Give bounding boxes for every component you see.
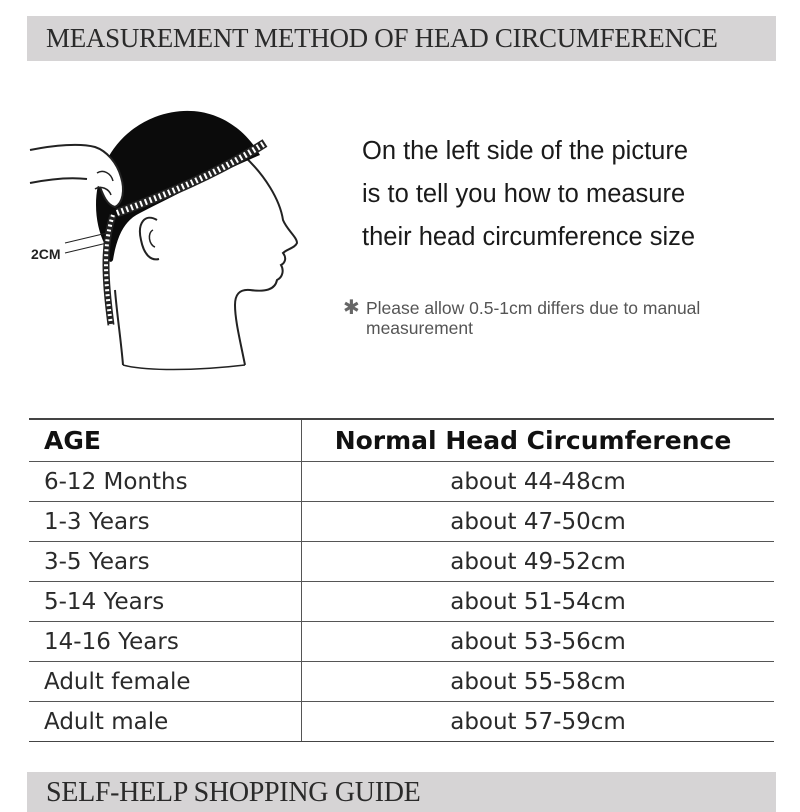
table-header-row: [29, 419, 774, 462]
age-cell: 6-12 Months: [29, 462, 302, 502]
table-row: [29, 462, 774, 502]
circumference-cell: about 55-58cm: [302, 662, 775, 702]
table-row: [29, 582, 774, 622]
table-row: [29, 502, 774, 542]
age-cell: 1-3 Years: [29, 502, 302, 542]
age-cell: Adult female: [29, 662, 302, 702]
circumference-cell: about 51-54cm: [302, 582, 775, 622]
intro-line: is to tell you how to measure: [362, 180, 686, 208]
page-title: MEASUREMENT METHOD OF HEAD CIRCUMFERENCE: [46, 23, 718, 53]
head-measurement-illustration: [25, 95, 310, 380]
head-circumference-table: [29, 418, 774, 742]
circumference-cell: about 49-52cm: [302, 542, 775, 582]
circumference-cell: about 44-48cm: [302, 462, 775, 502]
age-cell: Adult male: [29, 702, 302, 742]
age-column-header: AGE: [29, 419, 302, 462]
table-row: [29, 542, 774, 582]
header-banner: [27, 16, 776, 61]
table-row: [29, 702, 774, 742]
intro-text: [362, 130, 782, 259]
intro-line: On the left side of the picture: [362, 137, 689, 165]
table-row: [29, 622, 774, 662]
circumference-cell: about 53-56cm: [302, 622, 775, 662]
table-row: [29, 662, 774, 702]
asterisk-icon: ✱: [343, 297, 360, 319]
two-cm-label: 2CM: [31, 246, 61, 262]
circumference-column-header: Normal Head Circumference: [302, 419, 775, 462]
measurement-note: [343, 298, 783, 338]
age-cell: 5-14 Years: [29, 582, 302, 622]
age-cell: 3-5 Years: [29, 542, 302, 582]
intro-line: their head circumference size: [362, 223, 696, 251]
note-text: Please allow 0.5-1cm differs due to manual measurement: [366, 298, 701, 338]
age-cell: 14-16 Years: [29, 622, 302, 662]
footer-banner: [27, 772, 776, 812]
circumference-cell: about 47-50cm: [302, 502, 775, 542]
circumference-cell: about 57-59cm: [302, 702, 775, 742]
section-title: SELF-HELP SHOPPING GUIDE: [46, 777, 421, 808]
